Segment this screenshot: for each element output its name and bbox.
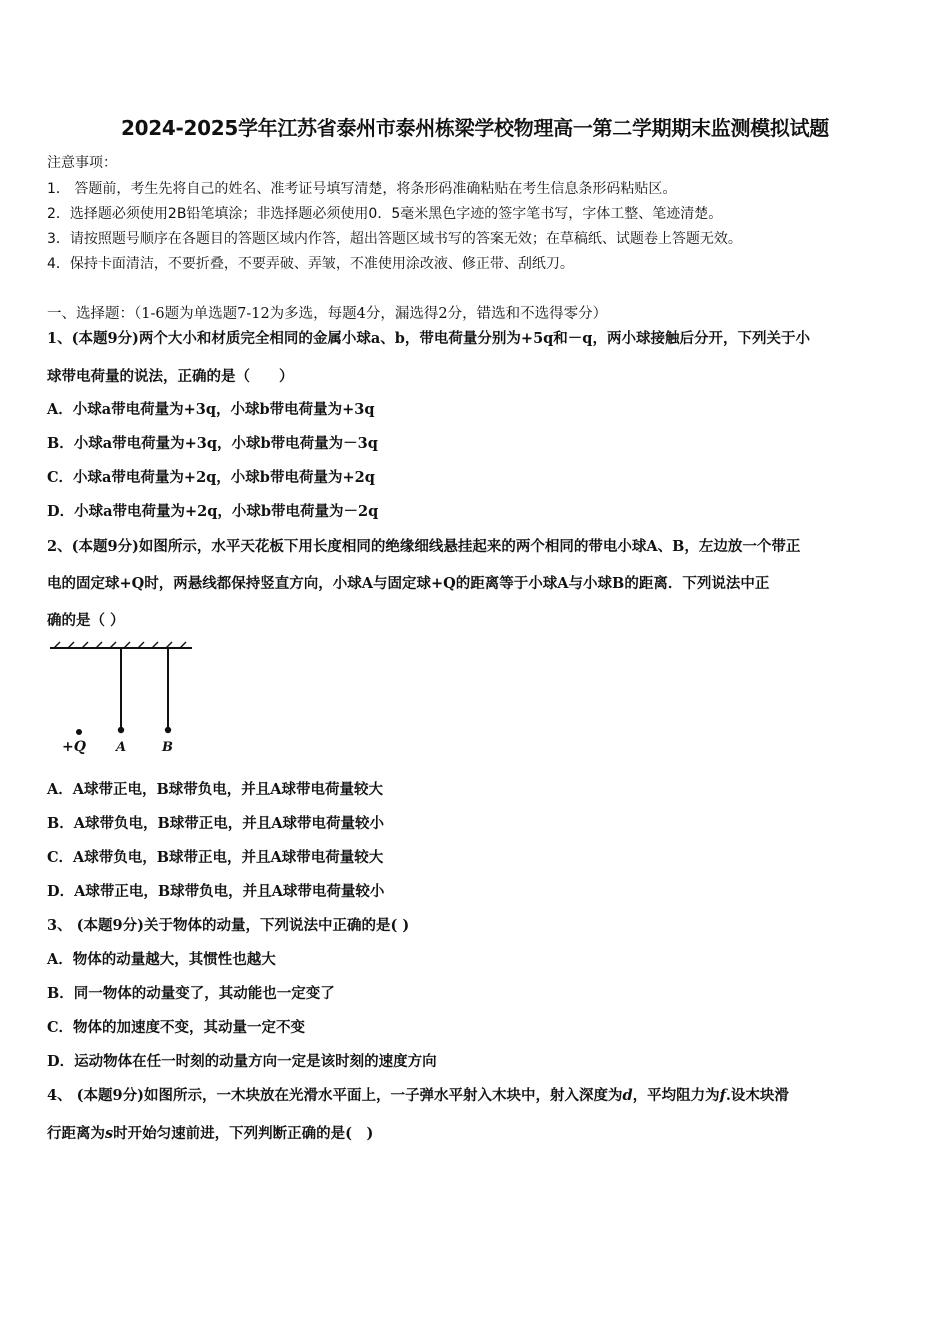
stem-text: 4、 (本题9分)如图所示，一木块放在光滑水平面上，一子弹水平射入木块中，射入深度为 [47, 1087, 623, 1104]
notes-heading: 注意事项： [47, 155, 117, 171]
variable-d: d [622, 1087, 633, 1104]
option-a: A．A球带正电，B球带负电，并且A球带电荷量较大 [47, 781, 384, 798]
question-stem [47, 1122, 373, 1143]
label-b: B [162, 740, 173, 755]
question-stem: 3、 (本题9分)关于物体的动量，下列说法中正确的是( ) [47, 917, 410, 934]
notes-item: 3．请按照题号顺序在各题目的答题区域内作答，超出答题区域书写的答案无效；在草稿纸、试题卷上答题无效。 [47, 231, 742, 247]
question-stem: 2、(本题9分)如图所示，水平天花板下用长度相同的绝缘细线悬挂起来的两个相同的带电小球A、B，左边放一个带正 [47, 538, 801, 555]
option-d: D．A球带正电，B球带负电，并且A球带电荷量较小 [47, 883, 385, 900]
option-c: C．物体的加速度不变，其动量一定不变 [47, 1019, 306, 1036]
option-b: B．A球带负电，B球带正电，并且A球带电荷量较小 [47, 815, 385, 832]
option-c: C．A球带负电，B球带正电，并且A球带电荷量较大 [47, 849, 384, 866]
pendulum-figure [48, 640, 194, 756]
option-c: C．小球a带电荷量为+2q，小球b带电荷量为+2q [47, 469, 375, 486]
question-stem: 电的固定球+Q时，两悬线都保持竖直方向，小球A与固定球+Q的距离等于小球A与小球B的距离．下列说法中正 [47, 575, 770, 592]
option-a: A．小球a带电荷量为+3q，小球b带电荷量为+3q [47, 401, 375, 418]
option-b: B．小球a带电荷量为+3q，小球b带电荷量为－3q [47, 435, 378, 452]
option-a: A．物体的动量越大，其惯性也越大 [47, 951, 276, 968]
option-d: D．运动物体在任一时刻的动量方向一定是该时刻的速度方向 [47, 1053, 437, 1070]
question-stem: 球带电荷量的说法，正确的是（ ） [47, 368, 294, 385]
stem-text: .设木块滑 [725, 1087, 789, 1104]
question-stem: 确的是（ ） [47, 612, 125, 629]
option-d: D．小球a带电荷量为+2q，小球b带电荷量为－2q [47, 503, 379, 520]
stem-text: ，平均阻力为 [632, 1087, 720, 1104]
question-stem: 1、(本题9分)两个大小和材质完全相同的金属小球a、b，带电荷量分别为+5q和－q，两小球接触后分开，下列关于小 [47, 330, 810, 347]
page-title: 2024-2025学年江苏省泰州市泰州栋梁学校物理高一第二学期期末监测模拟试题 [121, 116, 829, 140]
question-stem [47, 1084, 789, 1105]
ball-q [76, 729, 82, 735]
variable-f: f [719, 1087, 726, 1104]
notes-item: 2．选择题必须使用2B铅笔填涂；非选择题必须使用0．5毫米黑色字迹的签字笔书写，字体工整、笔迹清楚。 [47, 206, 723, 222]
ball-a [118, 727, 124, 733]
notes-item: 4．保持卡面清洁，不要折叠，不要弄破、弄皱，不准使用涂改液、修正带、刮纸刀。 [47, 256, 574, 272]
stem-text: 行距离为 [47, 1125, 105, 1142]
label-q: +Q [62, 739, 86, 755]
ball-b [165, 727, 171, 733]
label-a: A [116, 740, 127, 755]
stem-text: 时开始匀速前进，下列判断正确的是( ) [113, 1125, 374, 1142]
section-heading: 一、选择题：（1-6题为单选题7-12为多选，每题4分，漏选得2分，错选和不选得零分） [47, 306, 608, 322]
option-b: B．同一物体的动量变了，其动能也一定变了 [47, 985, 335, 1002]
notes-item: 1． 答题前，考生先将自己的姓名、准考证号填写清楚，将条形码准确粘贴在考生信息条形码粘贴区。 [47, 181, 677, 197]
variable-s: s [105, 1125, 114, 1142]
